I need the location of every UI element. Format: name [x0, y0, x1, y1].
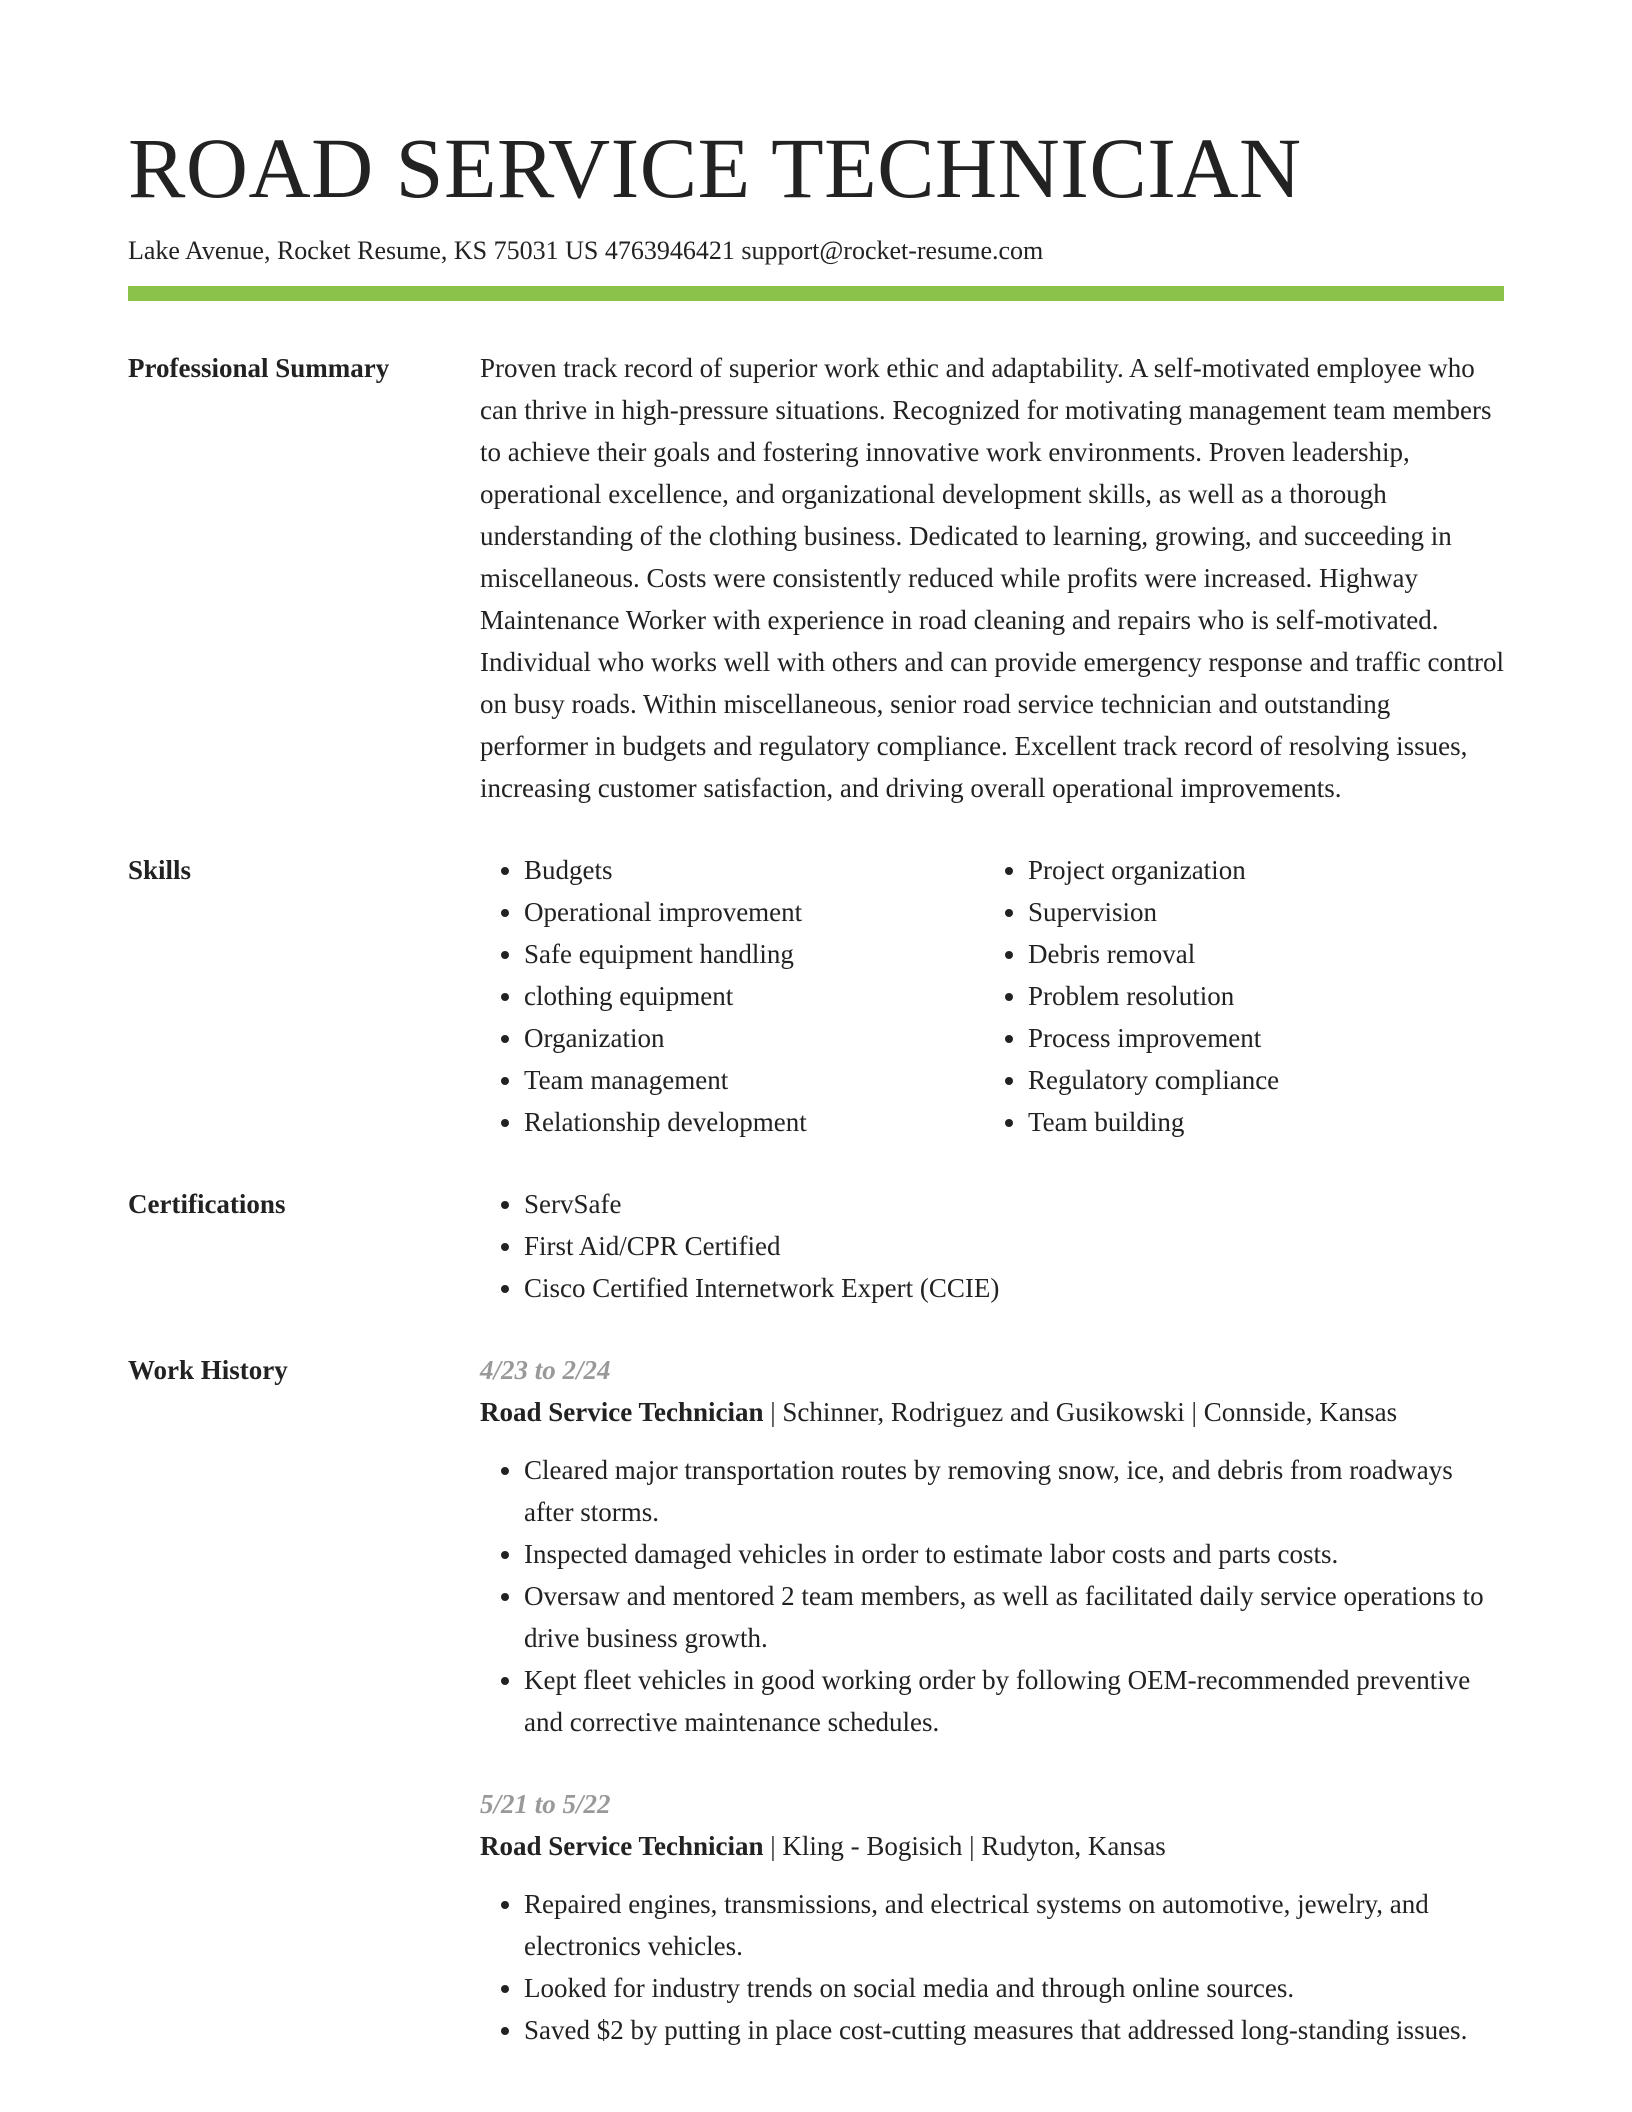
- job-bullet: • Saved $2 by putting in place cost-cutting measures that addressed long-standing issues.: [524, 2009, 1504, 2051]
- job-company-location: | Schinner, Rodriguez and Gusikowski | Connside, Kansas: [763, 1397, 1398, 1427]
- resume-page: [128, 118, 1504, 2051]
- job-title: Road Service Technician: [480, 1397, 764, 1427]
- job-dates: 4/23 to 2/24: [480, 1355, 611, 1385]
- skill-item: • Relationship development: [524, 1101, 984, 1143]
- skill-item: • Budgets: [524, 849, 984, 891]
- skill-item: • Debris removal: [1028, 933, 1488, 975]
- job-bullet: • Looked for industry trends on social media and through online sources.: [524, 1967, 1504, 2009]
- skill-item: • Process improvement: [1028, 1017, 1488, 1059]
- job-entry: [480, 1349, 1504, 1743]
- job-bullet: • Repaired engines, transmissions, and electrical systems on automotive, jewelry, and electronics vehicles.: [524, 1883, 1504, 1967]
- section-label-work-history: Work History: [128, 1355, 288, 1385]
- summary-text: Proven track record of superior work ethic and adaptability. A self-motivated employee who can thrive in high-pressure situations. Recognized for motivating management team members to achieve their goals and fostering innovative work environments. Proven leadership, operational excellence, and organizational development skills, as well as a thorough understanding of the clothing business. Dedicated to learning, growing, and succeeding in miscellaneous. Costs were consistently reduced while profits were increased. Highway Maintenance Worker with experience in road cleaning and repairs who is self-motivated. Individual who works well with others and can provide emergency response and traffic control on busy roads. Within miscellaneous, senior road service technician and outstanding performer in budgets and regulatory compliance. Excellent track record of resolving issues, increasing customer satisfaction, and driving overall operational improvements.: [480, 353, 1504, 803]
- job-bullet: • Cleared major transportation routes by removing snow, ice, and debris from roadways after storms.: [524, 1449, 1504, 1533]
- skill-item: • Supervision: [1028, 891, 1488, 933]
- job-bullet: • Kept fleet vehicles in good working order by following OEM-recommended preventive and corrective maintenance schedules.: [524, 1659, 1504, 1743]
- job-entry: [480, 1783, 1504, 2051]
- certifications-list: [480, 1183, 1504, 1309]
- section-label-skills: Skills: [128, 855, 192, 885]
- work-history-section: [128, 1349, 1504, 2051]
- certifications-section: [128, 1183, 1504, 1309]
- skill-item: • Project organization: [1028, 849, 1488, 891]
- skill-item: • Problem resolution: [1028, 975, 1488, 1017]
- accent-divider: [128, 286, 1504, 301]
- certification-item: • First Aid/CPR Certified: [524, 1225, 1504, 1267]
- section-label-certifications: Certifications: [128, 1189, 286, 1219]
- job-heading: [480, 1391, 1504, 1433]
- skill-item: • clothing equipment: [524, 975, 984, 1017]
- skill-item: • Safe equipment handling: [524, 933, 984, 975]
- skill-item: • Team building: [1028, 1101, 1488, 1143]
- job-bullets: [480, 1449, 1504, 1743]
- work-history-entries: [480, 1349, 1504, 2051]
- resume-name: ROAD SERVICE TECHNICIAN: [128, 120, 1302, 216]
- skill-item: • Team management: [524, 1059, 984, 1101]
- job-bullet: • Oversaw and mentored 2 team members, as well as facilitated daily service operations to drive business growth.: [524, 1575, 1504, 1659]
- certification-item: • ServSafe: [524, 1183, 1504, 1225]
- job-bullet: • Inspected damaged vehicles in order to estimate labor costs and parts costs.: [524, 1533, 1504, 1575]
- contact-line: Lake Avenue, Rocket Resume, KS 75031 US 4763946421 support@rocket-resume.com: [128, 236, 1044, 265]
- job-bullets: [480, 1883, 1504, 2051]
- summary-section: [128, 347, 1504, 809]
- job-title: Road Service Technician: [480, 1831, 764, 1861]
- skill-item: • Organization: [524, 1017, 984, 1059]
- skill-item: • Operational improvement: [524, 891, 984, 933]
- skills-list-right: [984, 849, 1488, 1143]
- job-dates: 5/21 to 5/22: [480, 1789, 611, 1819]
- skill-item: • Regulatory compliance: [1028, 1059, 1488, 1101]
- job-company-location: | Kling - Bogisich | Rudyton, Kansas: [763, 1831, 1166, 1861]
- job-heading: [480, 1825, 1504, 1867]
- skills-section: [128, 849, 1504, 1143]
- skills-list-left: [480, 849, 984, 1143]
- section-label-summary: Professional Summary: [128, 353, 390, 383]
- certification-item: • Cisco Certified Internetwork Expert (CCIE): [524, 1267, 1504, 1309]
